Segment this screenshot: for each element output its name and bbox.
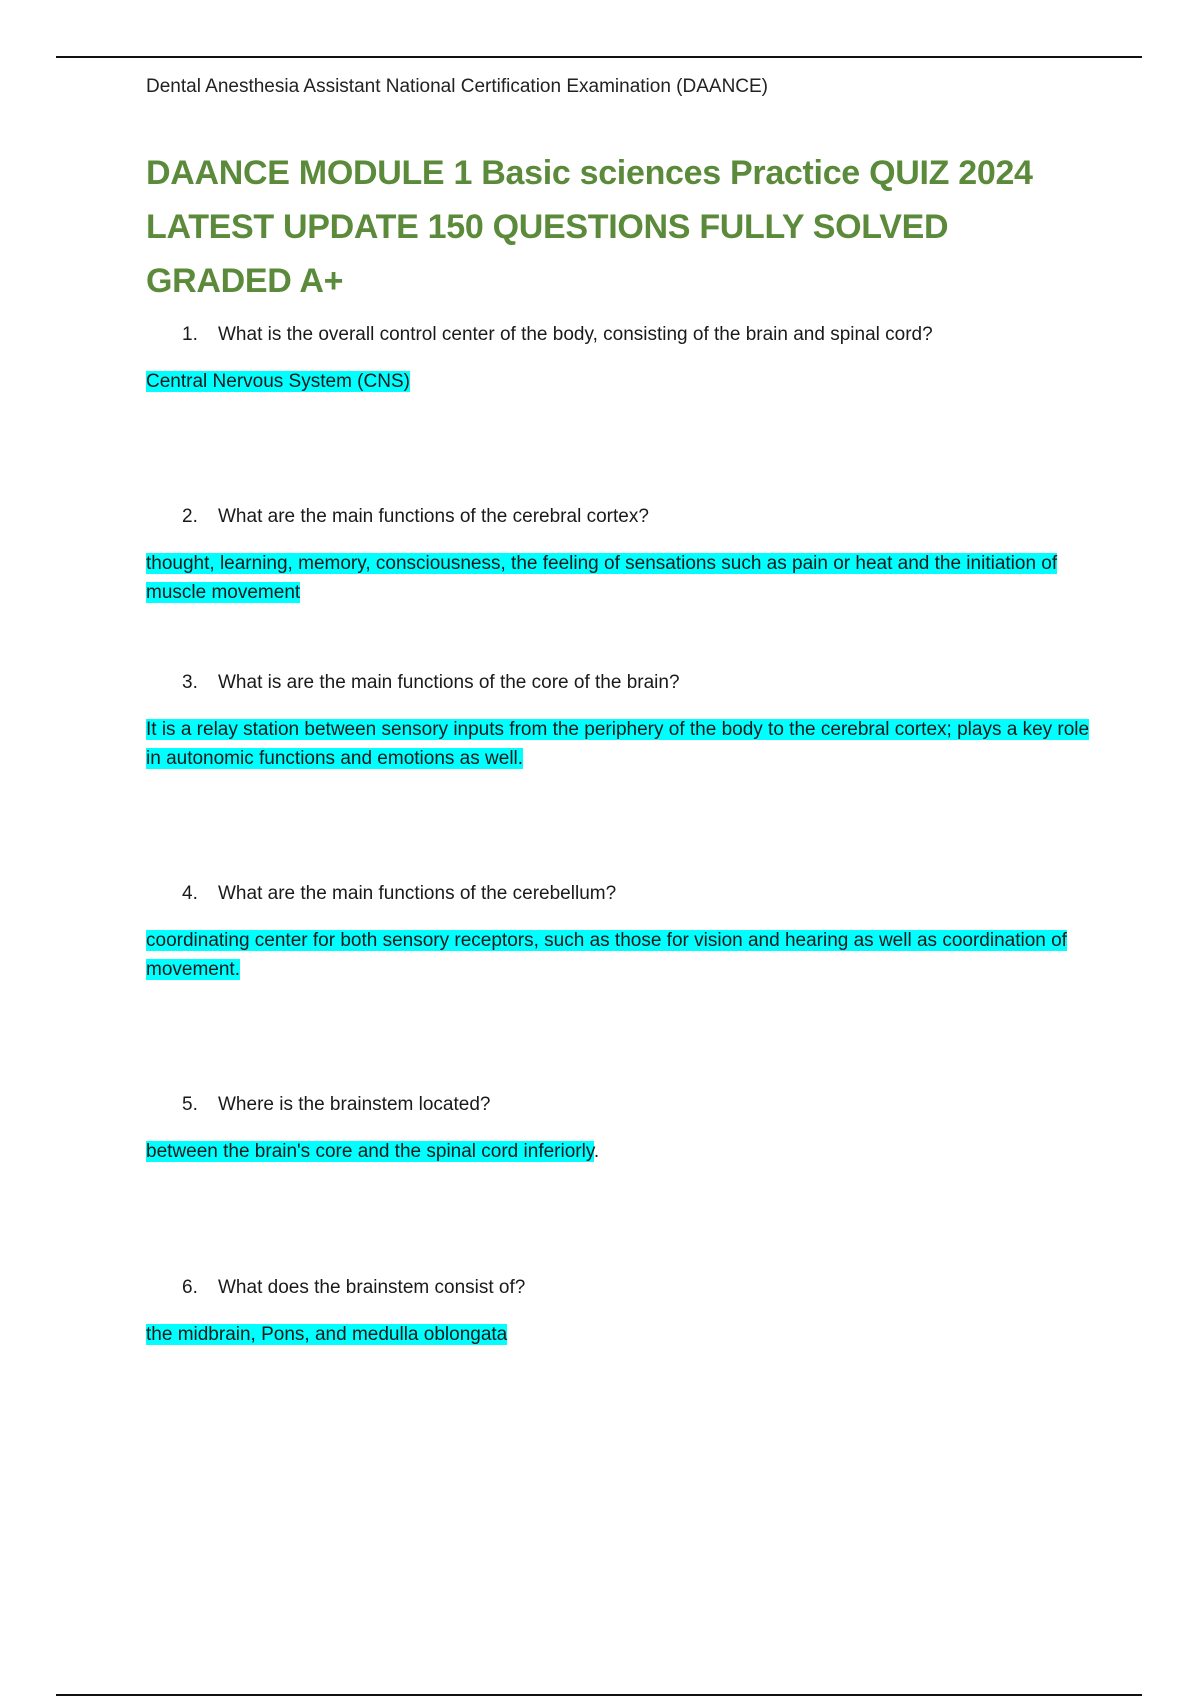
answer-text bbox=[146, 367, 1106, 396]
question-label: Where is the brainstem located? bbox=[218, 1094, 491, 1115]
question-number: 6. bbox=[182, 1277, 198, 1298]
question-text bbox=[182, 1275, 525, 1301]
question-text bbox=[182, 504, 649, 530]
question-text bbox=[182, 1092, 490, 1118]
highlighted-answer: the midbrain, Pons, and medulla oblongata bbox=[146, 1324, 508, 1345]
footer-rule bbox=[56, 1694, 1142, 1696]
document-title: DAANCE MODULE 1 Basic sciences Practice QUIZ 2024 LATEST UPDATE 150 QUESTIONS FULLY SOLVED GRADED A+ bbox=[146, 154, 1033, 300]
question-label: What is the overall control center of the body, consisting of the brain and spinal cord? bbox=[218, 324, 933, 345]
question-label: What does the brainstem consist of? bbox=[218, 1277, 526, 1298]
question-number: 1. bbox=[182, 324, 198, 345]
highlighted-answer: thought, learning, memory, consciousness, the feeling of sensations such as pain or heat and the initiation of muscle movement bbox=[146, 553, 1058, 603]
question-text bbox=[182, 322, 933, 348]
question-label: What is are the main functions of the core of the brain? bbox=[218, 672, 680, 693]
question-number: 4. bbox=[182, 883, 198, 904]
answer-text bbox=[146, 926, 1106, 984]
question-number: 3. bbox=[182, 672, 198, 693]
question-label: What are the main functions of the cerebellum? bbox=[218, 883, 617, 904]
answer-text bbox=[146, 715, 1106, 773]
question-label: What are the main functions of the cerebral cortex? bbox=[218, 506, 649, 527]
answer-tail: . bbox=[593, 1141, 600, 1162]
answer-text bbox=[146, 549, 1106, 607]
question-text bbox=[182, 670, 680, 696]
answer-text bbox=[146, 1137, 1106, 1166]
question-number: 2. bbox=[182, 506, 198, 527]
highlighted-answer: It is a relay station between sensory inputs from the periphery of the body to the cerebral cortex; plays a key role in autonomic functions and emotions as well. bbox=[146, 719, 1090, 769]
highlighted-answer: between the brain's core and the spinal cord inferiorly bbox=[146, 1141, 594, 1162]
running-header: Dental Anesthesia Assistant National Certification Examination (DAANCE) bbox=[146, 76, 769, 97]
answer-text bbox=[146, 1320, 1106, 1349]
question-text bbox=[182, 881, 616, 907]
question-number: 5. bbox=[182, 1094, 198, 1115]
highlighted-answer: Central Nervous System (CNS) bbox=[146, 371, 410, 392]
highlighted-answer: coordinating center for both sensory receptors, such as those for vision and hearing as well as coordination of movement. bbox=[146, 930, 1067, 980]
header-rule bbox=[56, 56, 1142, 58]
